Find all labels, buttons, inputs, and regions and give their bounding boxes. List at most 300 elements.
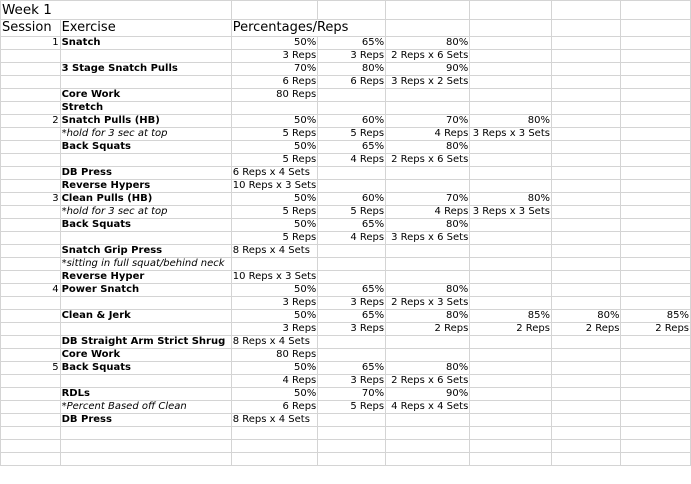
table-row — [1, 219, 691, 232]
cell[interactable] — [318, 1, 386, 20]
value-cell[interactable]: 2 Reps — [551, 323, 620, 336]
cell[interactable] — [621, 440, 691, 453]
exercise-cell[interactable] — [60, 375, 231, 388]
value-cell[interactable]: 80% — [470, 193, 552, 206]
value-cell[interactable]: 70% — [318, 388, 386, 401]
exercise-cell[interactable]: Clean Pulls (HB) — [60, 193, 231, 206]
session-cell[interactable] — [1, 375, 61, 388]
value-cell[interactable]: 80% — [470, 115, 552, 128]
cell[interactable] — [470, 219, 552, 232]
cell[interactable] — [621, 375, 691, 388]
cell[interactable] — [621, 89, 691, 102]
value-cell[interactable]: 3 Reps — [318, 50, 386, 63]
header-row — [1, 20, 691, 37]
cell[interactable] — [318, 427, 386, 440]
exercise-header[interactable]: Exercise — [60, 20, 231, 37]
cell[interactable] — [621, 76, 691, 89]
session-cell[interactable] — [1, 310, 61, 323]
cell[interactable] — [470, 401, 552, 414]
cell[interactable] — [318, 453, 386, 466]
value-cell[interactable]: 2 Reps x 6 Sets — [386, 375, 470, 388]
cell[interactable] — [318, 180, 386, 193]
cell[interactable] — [551, 349, 620, 362]
cell[interactable] — [621, 427, 691, 440]
session-cell[interactable] — [1, 128, 61, 141]
value-cell[interactable]: 4 Reps — [318, 154, 386, 167]
value-cell[interactable]: 50% — [231, 141, 318, 154]
table-row — [1, 128, 691, 141]
cell[interactable] — [386, 102, 470, 115]
cell[interactable] — [386, 245, 470, 258]
table-row — [1, 50, 691, 63]
cell[interactable] — [318, 349, 386, 362]
value-cell[interactable]: 90% — [386, 388, 470, 401]
spreadsheet-body — [1, 1, 691, 466]
cell[interactable] — [621, 388, 691, 401]
cell[interactable] — [551, 89, 620, 102]
cell[interactable] — [386, 180, 470, 193]
cell[interactable] — [318, 440, 386, 453]
cell[interactable] — [318, 336, 386, 349]
value-cell[interactable]: 80% — [318, 63, 386, 76]
table-row — [1, 89, 691, 102]
cell[interactable] — [470, 440, 552, 453]
session-cell[interactable] — [1, 388, 61, 401]
cell[interactable] — [551, 245, 620, 258]
session-cell[interactable] — [1, 440, 61, 453]
cell[interactable] — [551, 388, 620, 401]
table-row — [1, 154, 691, 167]
value-cell[interactable]: 80% — [386, 310, 470, 323]
value-cell[interactable]: 5 Reps — [231, 232, 318, 245]
cell[interactable] — [551, 37, 620, 50]
exercise-cell[interactable]: Clean & Jerk — [60, 310, 231, 323]
cell[interactable] — [551, 440, 620, 453]
cell[interactable] — [386, 167, 470, 180]
value-cell[interactable]: 70% — [231, 63, 318, 76]
cell[interactable] — [470, 37, 552, 50]
title-cell[interactable]: Week 1 — [1, 1, 232, 20]
cell[interactable] — [318, 89, 386, 102]
cell[interactable] — [318, 271, 386, 284]
cell[interactable] — [551, 128, 620, 141]
cell[interactable] — [551, 362, 620, 375]
table-row — [1, 453, 691, 466]
value-cell[interactable]: 85% — [470, 310, 552, 323]
cell[interactable] — [231, 453, 318, 466]
cell[interactable] — [231, 258, 318, 271]
cell[interactable] — [621, 154, 691, 167]
value-cell[interactable]: 3 Reps x 6 Sets — [386, 232, 470, 245]
session-cell[interactable] — [1, 336, 61, 349]
value-cell[interactable]: 80% — [386, 284, 470, 297]
value-cell[interactable]: 6 Reps — [231, 76, 318, 89]
cell[interactable] — [470, 362, 552, 375]
cell[interactable] — [621, 102, 691, 115]
exercise-cell[interactable] — [60, 323, 231, 336]
exercise-cell[interactable]: Reverse Hypers — [60, 180, 231, 193]
session-cell[interactable] — [1, 219, 61, 232]
session-cell[interactable] — [1, 63, 61, 76]
cell[interactable] — [551, 167, 620, 180]
table-row — [1, 362, 691, 375]
cell[interactable] — [551, 20, 620, 37]
value-cell[interactable]: 3 Reps — [231, 297, 318, 310]
table-row — [1, 271, 691, 284]
cell[interactable] — [231, 102, 318, 115]
exercise-cell[interactable]: Core Work — [60, 89, 231, 102]
exercise-cell[interactable]: Snatch — [60, 37, 231, 50]
value-cell[interactable]: 6 Reps — [231, 401, 318, 414]
value-cell[interactable]: 90% — [386, 63, 470, 76]
value-cell[interactable]: 80% — [386, 362, 470, 375]
session-cell[interactable] — [1, 349, 61, 362]
value-cell[interactable]: 70% — [386, 115, 470, 128]
session-cell[interactable] — [1, 427, 61, 440]
table-row — [1, 427, 691, 440]
cell[interactable] — [551, 115, 620, 128]
table-row — [1, 414, 691, 427]
value-cell[interactable]: 80% — [551, 310, 620, 323]
exercise-cell[interactable]: Core Work — [60, 349, 231, 362]
value-cell[interactable]: 3 Reps — [231, 323, 318, 336]
cell[interactable] — [318, 102, 386, 115]
value-cell[interactable]: 5 Reps — [318, 401, 386, 414]
value-cell[interactable]: 4 Reps — [318, 232, 386, 245]
cell[interactable] — [470, 50, 552, 63]
cell[interactable] — [470, 284, 552, 297]
cell[interactable] — [621, 258, 691, 271]
cell[interactable] — [470, 102, 552, 115]
cell[interactable] — [470, 89, 552, 102]
cell[interactable] — [551, 297, 620, 310]
cell[interactable] — [551, 427, 620, 440]
value-cell[interactable]: 4 Reps x 4 Sets — [386, 401, 470, 414]
value-cell[interactable]: 2 Reps x 6 Sets — [386, 50, 470, 63]
cell[interactable] — [470, 245, 552, 258]
cell[interactable] — [551, 63, 620, 76]
cell[interactable] — [551, 284, 620, 297]
cell[interactable] — [551, 401, 620, 414]
exercise-cell[interactable]: DB Press — [60, 167, 231, 180]
value-cell[interactable]: 3 Reps — [231, 50, 318, 63]
exercise-cell[interactable] — [60, 76, 231, 89]
table-row — [1, 440, 691, 453]
value-cell[interactable]: 80% — [386, 37, 470, 50]
cell[interactable] — [621, 193, 691, 206]
cell[interactable] — [470, 180, 552, 193]
session-cell[interactable] — [1, 180, 61, 193]
cell[interactable] — [318, 245, 386, 258]
cell[interactable] — [621, 362, 691, 375]
value-cell[interactable]: 4 Reps — [386, 206, 470, 219]
value-cell[interactable]: 5 Reps — [318, 128, 386, 141]
exercise-cell[interactable]: *Percent Based off Clean — [60, 401, 231, 414]
cell[interactable] — [621, 401, 691, 414]
session-cell[interactable] — [1, 401, 61, 414]
cell[interactable] — [621, 63, 691, 76]
cell[interactable] — [551, 258, 620, 271]
session-cell[interactable] — [1, 89, 61, 102]
table-row — [1, 193, 691, 206]
value-cell[interactable]: 50% — [231, 115, 318, 128]
cell[interactable] — [470, 388, 552, 401]
value-cell[interactable]: 50% — [231, 37, 318, 50]
exercise-cell[interactable] — [60, 50, 231, 63]
cell[interactable] — [470, 349, 552, 362]
exercise-cell[interactable]: Back Squats — [60, 219, 231, 232]
value-cell[interactable]: 5 Reps — [231, 128, 318, 141]
value-cell[interactable]: 65% — [318, 310, 386, 323]
value-cell[interactable]: 2 Reps x 3 Sets — [386, 297, 470, 310]
note-cell[interactable]: 8 Reps x 4 Sets — [231, 245, 318, 258]
cell[interactable] — [551, 76, 620, 89]
value-cell[interactable]: 50% — [231, 362, 318, 375]
percentages-header[interactable]: Percentages/Reps — [231, 20, 385, 37]
session-cell[interactable] — [1, 102, 61, 115]
session-cell[interactable] — [1, 141, 61, 154]
value-cell[interactable]: 65% — [318, 219, 386, 232]
value-cell[interactable]: 3 Reps — [318, 375, 386, 388]
cell[interactable] — [386, 271, 470, 284]
cell[interactable] — [470, 375, 552, 388]
cell[interactable] — [386, 349, 470, 362]
exercise-cell[interactable]: *hold for 3 sec at top — [60, 206, 231, 219]
session-cell[interactable] — [1, 167, 61, 180]
cell[interactable] — [470, 297, 552, 310]
cell[interactable] — [318, 167, 386, 180]
exercise-cell[interactable]: 3 Stage Snatch Pulls — [60, 63, 231, 76]
exercise-cell[interactable]: DB Press — [60, 414, 231, 427]
session-cell[interactable]: 1 — [1, 37, 61, 50]
value-cell[interactable]: 3 Reps — [318, 297, 386, 310]
note-cell[interactable]: 10 Reps x 3 Sets — [232, 271, 317, 282]
value-cell[interactable]: 50% — [231, 310, 318, 323]
value-cell[interactable]: 2 Reps — [386, 323, 470, 336]
cell[interactable] — [470, 1, 552, 20]
table-row — [1, 63, 691, 76]
session-cell[interactable]: 2 — [1, 115, 61, 128]
cell[interactable] — [621, 180, 691, 193]
cell[interactable] — [386, 414, 470, 427]
session-cell[interactable] — [1, 453, 61, 466]
value-cell[interactable]: 50% — [231, 193, 318, 206]
exercise-cell[interactable]: *sitting in full squat/behind neck — [60, 258, 231, 271]
cell[interactable] — [551, 50, 620, 63]
cell[interactable] — [470, 167, 552, 180]
exercise-cell[interactable] — [60, 154, 231, 167]
session-cell[interactable] — [1, 271, 61, 284]
cell[interactable] — [621, 167, 691, 180]
cell[interactable] — [386, 89, 470, 102]
exercise-cell[interactable] — [60, 232, 231, 245]
cell[interactable] — [621, 141, 691, 154]
session-cell[interactable]: 3 — [1, 193, 61, 206]
cell[interactable] — [621, 271, 691, 284]
cell[interactable] — [386, 1, 470, 20]
cell[interactable] — [470, 336, 552, 349]
session-cell[interactable]: 4 — [1, 284, 61, 297]
value-cell[interactable]: 3 Reps x 2 Sets — [386, 76, 470, 89]
value-cell[interactable]: 80% — [386, 141, 470, 154]
table-row — [1, 206, 691, 219]
cell[interactable] — [551, 102, 620, 115]
cell[interactable] — [231, 427, 318, 440]
value-cell[interactable]: 80 Reps — [231, 89, 318, 102]
value-cell[interactable]: 65% — [318, 362, 386, 375]
value-cell[interactable]: 3 Reps x 3 Sets — [470, 206, 552, 219]
exercise-cell[interactable] — [60, 453, 231, 466]
cell[interactable] — [386, 427, 470, 440]
cell[interactable] — [551, 232, 620, 245]
value-cell[interactable]: 60% — [318, 193, 386, 206]
table-row — [1, 297, 691, 310]
value-cell[interactable]: 65% — [318, 37, 386, 50]
exercise-cell[interactable]: DB Straight Arm Strict Shrug — [60, 336, 231, 349]
session-cell[interactable] — [1, 323, 61, 336]
cell[interactable] — [551, 219, 620, 232]
session-cell[interactable] — [1, 297, 61, 310]
cell[interactable] — [621, 245, 691, 258]
cell[interactable] — [621, 349, 691, 362]
cell[interactable] — [621, 232, 691, 245]
session-header[interactable]: Session — [1, 20, 61, 37]
cell[interactable] — [621, 453, 691, 466]
value-cell[interactable]: 85% — [621, 310, 691, 323]
cell[interactable] — [551, 206, 620, 219]
value-cell[interactable]: 50% — [231, 284, 318, 297]
table-row — [1, 141, 691, 154]
exercise-cell[interactable] — [60, 440, 231, 453]
value-cell[interactable]: 2 Reps — [470, 323, 552, 336]
value-cell[interactable]: 80 Reps — [231, 349, 318, 362]
value-cell[interactable]: 5 Reps — [318, 206, 386, 219]
value-cell[interactable]: 50% — [231, 219, 318, 232]
cell[interactable] — [551, 414, 620, 427]
cell[interactable] — [470, 63, 552, 76]
cell[interactable] — [621, 219, 691, 232]
exercise-cell[interactable]: Back Squats — [60, 362, 231, 375]
cell[interactable] — [551, 141, 620, 154]
value-cell[interactable]: 65% — [318, 141, 386, 154]
session-cell[interactable] — [1, 50, 61, 63]
exercise-cell[interactable]: RDLs — [60, 388, 231, 401]
cell[interactable] — [621, 284, 691, 297]
value-cell[interactable]: 50% — [231, 388, 318, 401]
value-cell[interactable]: 2 Reps x 6 Sets — [386, 154, 470, 167]
exercise-cell[interactable]: Snatch Grip Press — [60, 245, 231, 258]
session-cell[interactable] — [1, 245, 61, 258]
value-cell[interactable]: 3 Reps — [318, 323, 386, 336]
value-cell[interactable]: 6 Reps — [318, 76, 386, 89]
exercise-cell[interactable]: Back Squats — [60, 141, 231, 154]
cell[interactable] — [551, 1, 620, 20]
value-cell[interactable]: 5 Reps — [231, 206, 318, 219]
cell[interactable] — [621, 37, 691, 50]
value-cell[interactable]: 80% — [386, 219, 470, 232]
exercise-cell[interactable]: Stretch — [60, 102, 231, 115]
cell[interactable] — [470, 414, 552, 427]
cell[interactable] — [386, 440, 470, 453]
table-row — [1, 180, 691, 193]
value-cell[interactable]: 65% — [318, 284, 386, 297]
cell[interactable] — [231, 440, 318, 453]
value-cell[interactable]: 5 Reps — [231, 154, 318, 167]
value-cell[interactable]: 70% — [386, 193, 470, 206]
session-cell[interactable] — [1, 76, 61, 89]
value-cell[interactable]: 3 Reps x 3 Sets — [470, 128, 552, 141]
cell[interactable] — [470, 427, 552, 440]
cell[interactable] — [621, 1, 691, 20]
session-cell[interactable] — [1, 154, 61, 167]
session-cell[interactable] — [1, 206, 61, 219]
cell[interactable] — [386, 20, 470, 37]
cell[interactable] — [551, 375, 620, 388]
cell[interactable] — [318, 414, 386, 427]
cell[interactable] — [551, 453, 620, 466]
value-cell[interactable]: 2 Reps — [621, 323, 691, 336]
cell[interactable] — [470, 232, 552, 245]
cell[interactable] — [386, 453, 470, 466]
cell[interactable] — [231, 1, 318, 20]
cell[interactable] — [470, 141, 552, 154]
cell[interactable] — [470, 453, 552, 466]
value-cell[interactable]: 60% — [318, 115, 386, 128]
session-cell[interactable] — [1, 414, 61, 427]
exercise-cell[interactable]: Snatch Pulls (HB) — [60, 115, 231, 128]
exercise-cell[interactable]: Power Snatch — [60, 284, 231, 297]
cell[interactable] — [551, 271, 620, 284]
cell[interactable] — [621, 336, 691, 349]
cell[interactable] — [551, 336, 620, 349]
note-cell[interactable]: 10 Reps x 3 Sets — [232, 180, 317, 191]
cell[interactable] — [318, 258, 386, 271]
cell[interactable] — [386, 336, 470, 349]
exercise-cell[interactable] — [60, 297, 231, 310]
note-cell[interactable]: 8 Reps x 4 Sets — [231, 336, 318, 349]
cell[interactable] — [470, 20, 552, 37]
cell[interactable] — [621, 115, 691, 128]
cell[interactable] — [551, 180, 620, 193]
cell[interactable] — [621, 20, 691, 37]
cell[interactable] — [621, 50, 691, 63]
cell[interactable] — [470, 76, 552, 89]
table-row — [1, 401, 691, 414]
exercise-cell[interactable]: *hold for 3 sec at top — [60, 128, 231, 141]
table-row — [1, 349, 691, 362]
cell[interactable] — [386, 258, 470, 271]
value-cell[interactable]: 4 Reps — [386, 128, 470, 141]
cell[interactable] — [621, 128, 691, 141]
cell[interactable] — [621, 414, 691, 427]
session-cell[interactable] — [1, 258, 61, 271]
table-row — [1, 375, 691, 388]
cell[interactable] — [621, 297, 691, 310]
cell[interactable] — [470, 271, 552, 284]
session-cell[interactable] — [1, 232, 61, 245]
exercise-cell[interactable] — [60, 427, 231, 440]
cell[interactable] — [470, 258, 552, 271]
value-cell[interactable]: 4 Reps — [231, 375, 318, 388]
cell[interactable] — [551, 193, 620, 206]
note-cell[interactable]: 6 Reps x 4 Sets — [231, 167, 318, 180]
exercise-cell[interactable]: Reverse Hyper — [60, 271, 231, 284]
cell[interactable] — [551, 154, 620, 167]
cell[interactable] — [470, 154, 552, 167]
note-cell[interactable]: 8 Reps x 4 Sets — [231, 414, 318, 427]
cell[interactable] — [621, 206, 691, 219]
session-cell[interactable]: 5 — [1, 362, 61, 375]
